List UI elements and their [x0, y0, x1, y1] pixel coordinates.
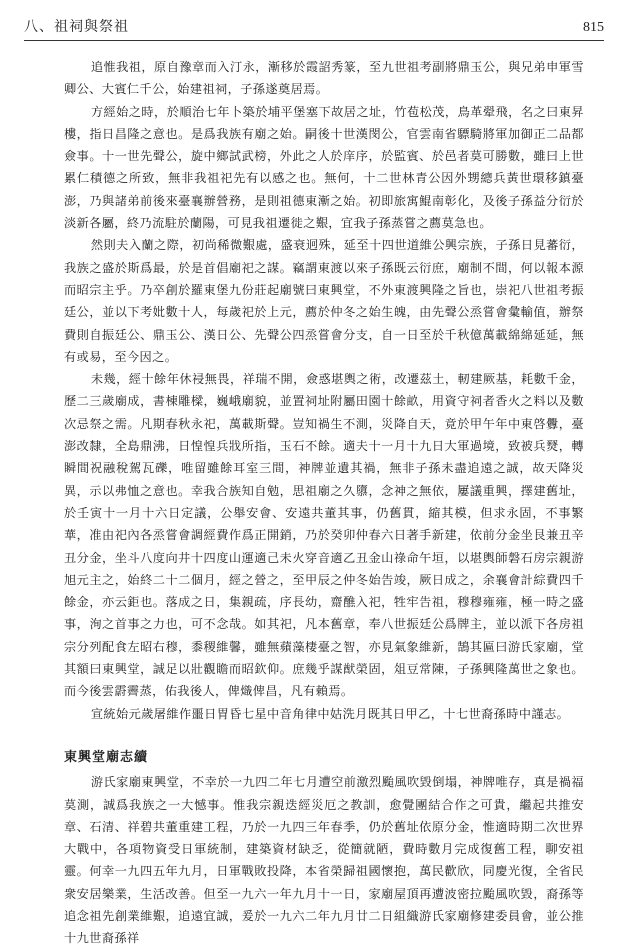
- body-text: [64, 56, 584, 950]
- running-header: [24, 10, 604, 41]
- chapter-title: 八、祖祠與祭祖: [24, 19, 129, 35]
- section-heading: 東興堂廟志續: [64, 749, 149, 765]
- page-number: 815: [583, 20, 604, 35]
- paragraph-3: 然則夫入蘭之際，初尚稀微艱處，盛衰迥殊，延至十四世道維公興宗族，子孫日見蕃衍，我族之盛於斯爲最，於是首倡廟祀之謀。竊謂東渡以來子孫既云衍庶，廟制不間，何以報本源而昭宗主乎。乃卒創於羅東堡九份莊起廟號曰東興堂，不外東渡興隆之旨也，崇祀八世祖考振廷公，並以下考妣數十人，每歲祀於上元，薦於仲冬之始生魄，由先聲公烝嘗會彙輸值，辦祭費則自振廷公、鼎玉公、漢日公、先聲公四烝嘗會分支，自一日至於千秋億萬載綿綿延延，無有或易，至今因之。: [64, 238, 584, 364]
- paragraph-5-signature: 宣統始元歲屠維作噩日胃昏七星中音角律中姑洗月既其日甲乙，十七世裔孫時中謹志。: [90, 706, 570, 721]
- section2-paragraph-1: 游氏家廟東興堂，不幸於一九四二年七月遭空前激烈颱風吹毀倒塌，神牌唯存，真是禍福莫測，誠爲我族之一大憾事。惟我宗親迭經災厄之教訓，愈覺團結合作之可貴，繼起共推安章、石清、祥碧共董重建工程，乃於一九四三年春季，仍於舊址依原分金，惟適時期二次世界大戰中，各項物資受日軍統制，建築資材缺乏，從簡就陋，費時數月完成復舊工程，聊安祖靈。何幸一九四五年九月，日軍戰敗投降，本省榮歸祖國懷抱，萬民歡欣，同慶光復，全省民衆安居樂業，生活改善。但至一九六一年九月十一日，家廟屋頂再遭波密拉颱風吹毀，裔孫等追念祖先創業維艱，追遠宜誠，爰於一九六二年九月廿二日組織游氏家廟修建委員會，並公推十九世裔孫祥: [64, 775, 584, 946]
- paragraph-2: 方經始之時，於順治七年卜築於埔平堡塞下故居之址，竹苞松茂，鳥革翚飛，名之曰東昇樓，指日昌隆之意也。是爲我族有廟之始。嗣後十世漢閔公，官雲南省驃騎將軍加御正二品都僉事。十一世先聲公，旋中鄉試武榜，外此之人於庠序，於監賓、於邑者莫可勝數，雖曰上世累仁積德之所致，無非我祖祀先有以感之也。無何，十二世林青公因外甥總兵黃世環移鎮臺澎，乃與諸弟前後來臺襄辦營務，是則祖德東漸之始。初即旅寓鯤南彰化，及後子孫益分衍於淡新各屬，終乃流駐於蘭陽，可見我祖遷徙之艱，宜我子孫蒸嘗之薦莫急也。: [64, 104, 584, 231]
- paragraph-4: 未幾，經十餘年休祲無畏，祥瑞不開，僉惑堪輿之術，改遷茲土，軔建厥基，耗數千金，歷二三歲廟成，書棟雕樑，巍峨廟貌，並置祠址附屬田園十餘畝，用資守祠者香火之料以及數次忌祭之需。凡期春秋永祀，萬載斯聲。豈知禍生不測，災降自天，竟於甲午年中東啓釁，臺澎改隸，全島鼎沸，日惶惶兵戕所指，玉石不餘。適夫十一月十九日大軍過境，致被兵燹，轉瞬間祝融稅駕瓦礫，唯留雖餘耳室三間，神牌並遺其禍，無非子孫未盡追遠之誠，故天降災異，示以弗恤之意也。幸我合族知自勉，思祖廟之久隳，念神之無依，屢議重興，擇建舊址，於壬寅十一月十六日定議，公舉安會、安遠共董其事，仍舊貫，縮其模，但求永固，不事繁華，准由祀內各烝嘗會調經費作爲正開銷，乃於癸卯仲春六日著手新建，依前分金坐艮兼丑辛丑分金，坐斗八度向井十四度山運適己未火穿音適乙丑金山祿命午垣，以堪輿師磐石房宗親游旭元主之，始終二十二個月，經之營之，至甲辰之仲冬始告竣，厥日成之，余襄會計綜費四千餘金，亦云鉅也。落成之日，集親疏，序長幼，齋醮入祀，牲牢告祖，穆穆雍雍，極一時之盛事，洵之首事之力也，可不念哉。如其祀，凡本舊章，奉八世振廷公爲牌主，並以派下各房祖宗分列配食左昭右穆，黍稷維馨，雖無蘋藻棲臺之智，亦見氣象維新，鵠其匾曰游氏家廟，堂其額曰東興堂，誠足以壯觀瞻而昭欽仰。庶幾乎謀猷榮固，俎豆常陳，子孫興隆萬世之象也。而今後雲霨霽蒸，佑我後人，俾熾俾昌，凡有賴焉。: [64, 372, 584, 699]
- paragraph-1: 追惟我祖，原自豫章而入汀永，漸移於霞詔秀篆，至九世祖考副將鼎玉公，與兄弟申軍雪卿公、大賓仁千公，始建祖祠，子孫遂奠居焉。: [64, 60, 584, 97]
